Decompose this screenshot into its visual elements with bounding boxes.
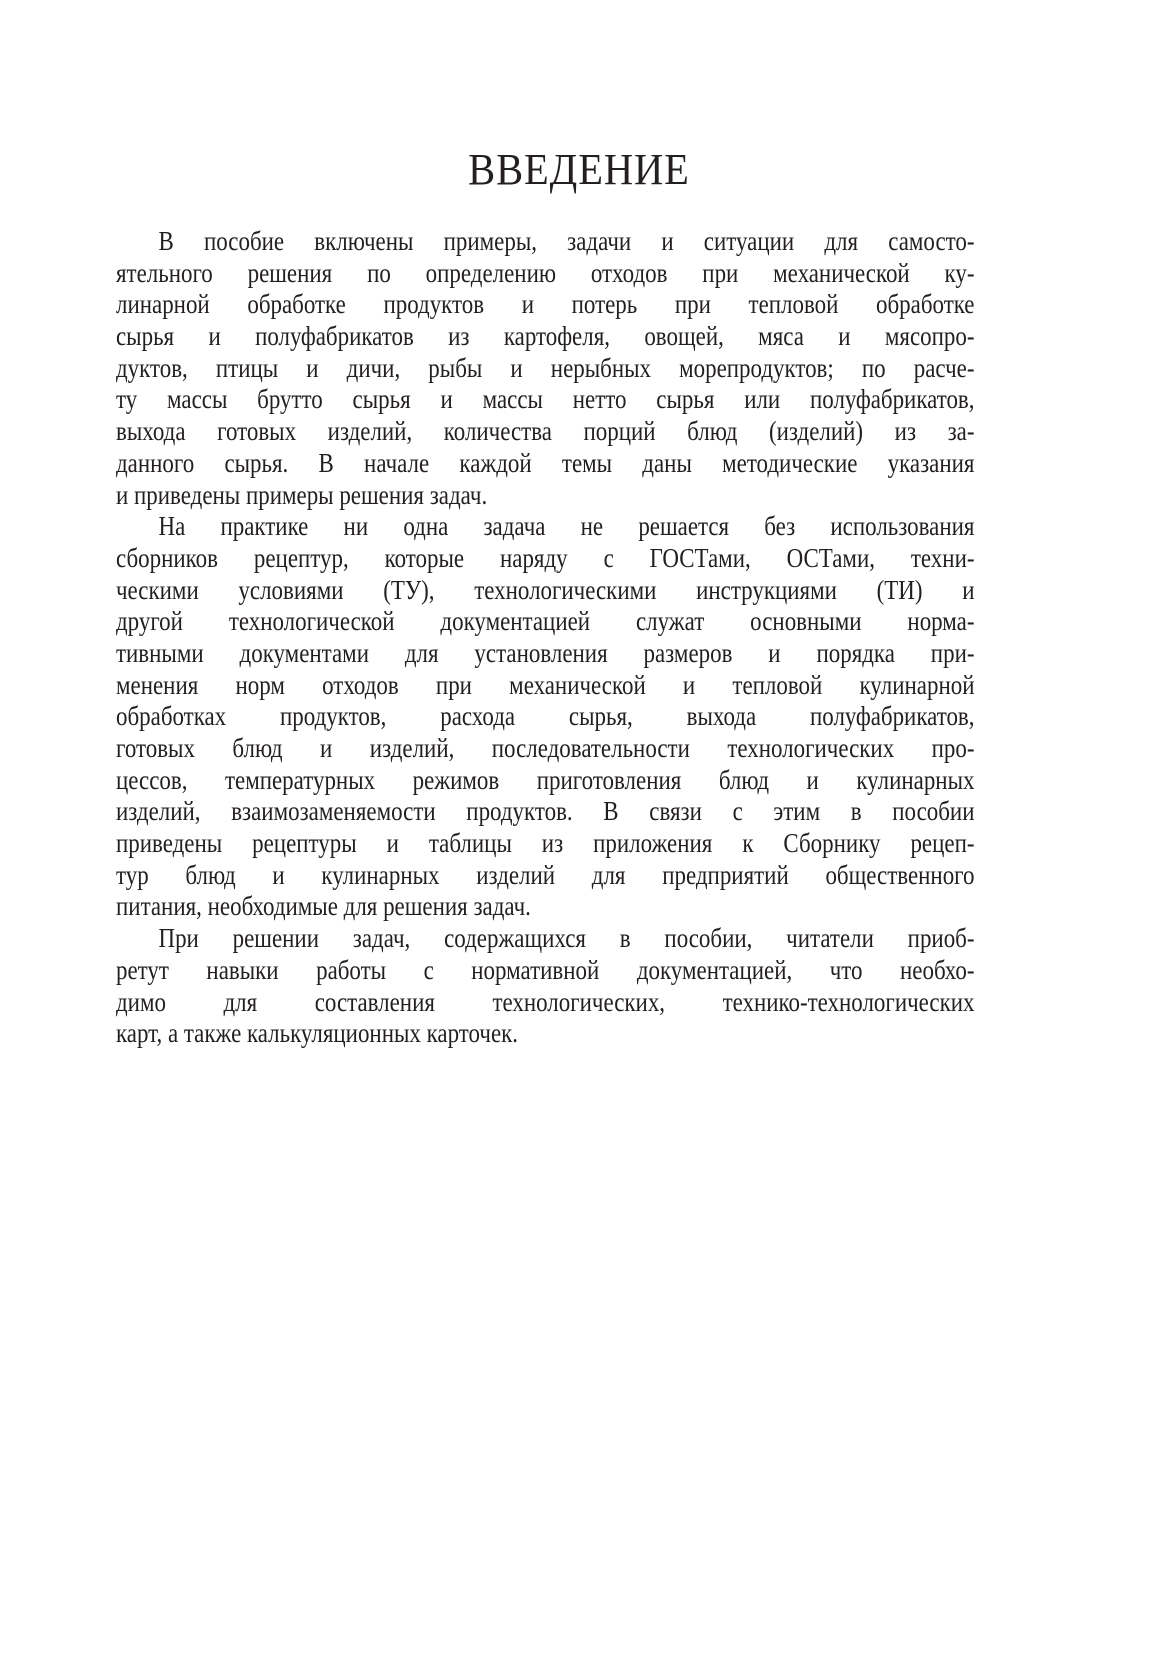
text-line-content: выхода готовых изделий, количества порций блюд (изделий) из за-: [116, 416, 975, 447]
text-line: [116, 258, 974, 290]
text-line-content: и приведены примеры решения задач.: [116, 479, 488, 510]
text-line-content: линарной обработке продуктов и потерь при тепловой обработке: [116, 289, 975, 320]
text-line-content: питания, необходимые для решения задач.: [116, 891, 531, 922]
text-line: [116, 765, 974, 797]
document-body: [116, 226, 974, 1050]
text-line-content: обработках продуктов, расхода сырья, выхода полуфабрикатов,: [116, 701, 975, 732]
text-line-content: данного сырья. В начале каждой темы даны методические указания: [116, 447, 975, 478]
text-line: [116, 1018, 974, 1050]
text-line-content: ятельного решения по определению отходов при механической ку-: [116, 257, 975, 288]
text-line-content: ту массы брутто сырья и массы нетто сырья или полуфабрикатов,: [116, 384, 975, 415]
paragraph: [116, 511, 974, 923]
text-line-content: димо для составления технологических, технико-технологических: [116, 986, 975, 1017]
text-line-content: При решении задач, содержащихся в пособии, читатели приоб-: [158, 923, 975, 954]
text-line-content: ческими условиями (ТУ), технологическими инструкциями (ТИ) и: [116, 574, 975, 605]
text-line: [116, 670, 974, 702]
text-line-content: готовых блюд и изделий, последовательности технологических про-: [116, 733, 975, 763]
text-line: [116, 987, 974, 1019]
text-line-content: менения норм отходов при механической и тепловой кулинарной: [116, 669, 975, 700]
text-line: [116, 955, 974, 987]
text-line: [116, 480, 974, 512]
text-line: [116, 606, 974, 638]
text-line: [116, 511, 974, 543]
text-line: [116, 384, 974, 416]
text-line-content: карт, а также калькуляционных карточек.: [116, 1018, 519, 1049]
text-line: [116, 226, 974, 258]
text-line-content: тур блюд и кулинарных изделий для предприятий общественного: [116, 859, 975, 890]
text-line-content: цессов, температурных режимов приготовления блюд и кулинарных: [116, 764, 975, 795]
text-line-content: В пособие включены примеры, задачи и ситуации для самосто-: [158, 226, 975, 256]
text-line: [116, 733, 974, 765]
text-line: [116, 638, 974, 670]
text-line-content: изделий, взаимозаменяемости продуктов. В связи с этим в пособии: [116, 796, 975, 827]
text-line: [116, 891, 974, 923]
text-line-content: сырья и полуфабрикатов из картофеля, овощей, мяса и мясопро-: [116, 321, 975, 352]
page-title: ВВЕДЕНИЕ: [468, 145, 690, 194]
text-line-content: другой технологической документацией служат основными норма-: [116, 606, 975, 637]
text-line: [116, 701, 974, 733]
text-line: [116, 860, 974, 892]
text-line: [116, 543, 974, 575]
text-line: [116, 828, 974, 860]
text-line-content: дуктов, птицы и дичи, рыбы и нерыбных морепродуктов; по расче-: [116, 352, 975, 383]
text-line: [116, 796, 974, 828]
text-line: [116, 448, 974, 480]
text-line-content: приведены рецептуры и таблицы из приложения к Сборнику рецеп-: [116, 828, 975, 859]
text-line-content: На практике ни одна задача не решается без использования: [158, 511, 975, 542]
text-line-content: сборников рецептур, которые наряду с ГОСТами, ОСТами, техни-: [116, 542, 975, 573]
paragraph: [116, 226, 974, 511]
text-line-content: ретут навыки работы с нормативной документацией, что необхо-: [116, 954, 975, 985]
text-line: [116, 321, 974, 353]
text-line-content: тивными документами для установления размеров и порядка при-: [116, 637, 975, 668]
text-line: [116, 289, 974, 321]
paragraph: [116, 923, 974, 1050]
text-line: [116, 575, 974, 607]
text-line: [116, 353, 974, 385]
text-line: [116, 416, 974, 448]
text-line: [116, 923, 974, 955]
